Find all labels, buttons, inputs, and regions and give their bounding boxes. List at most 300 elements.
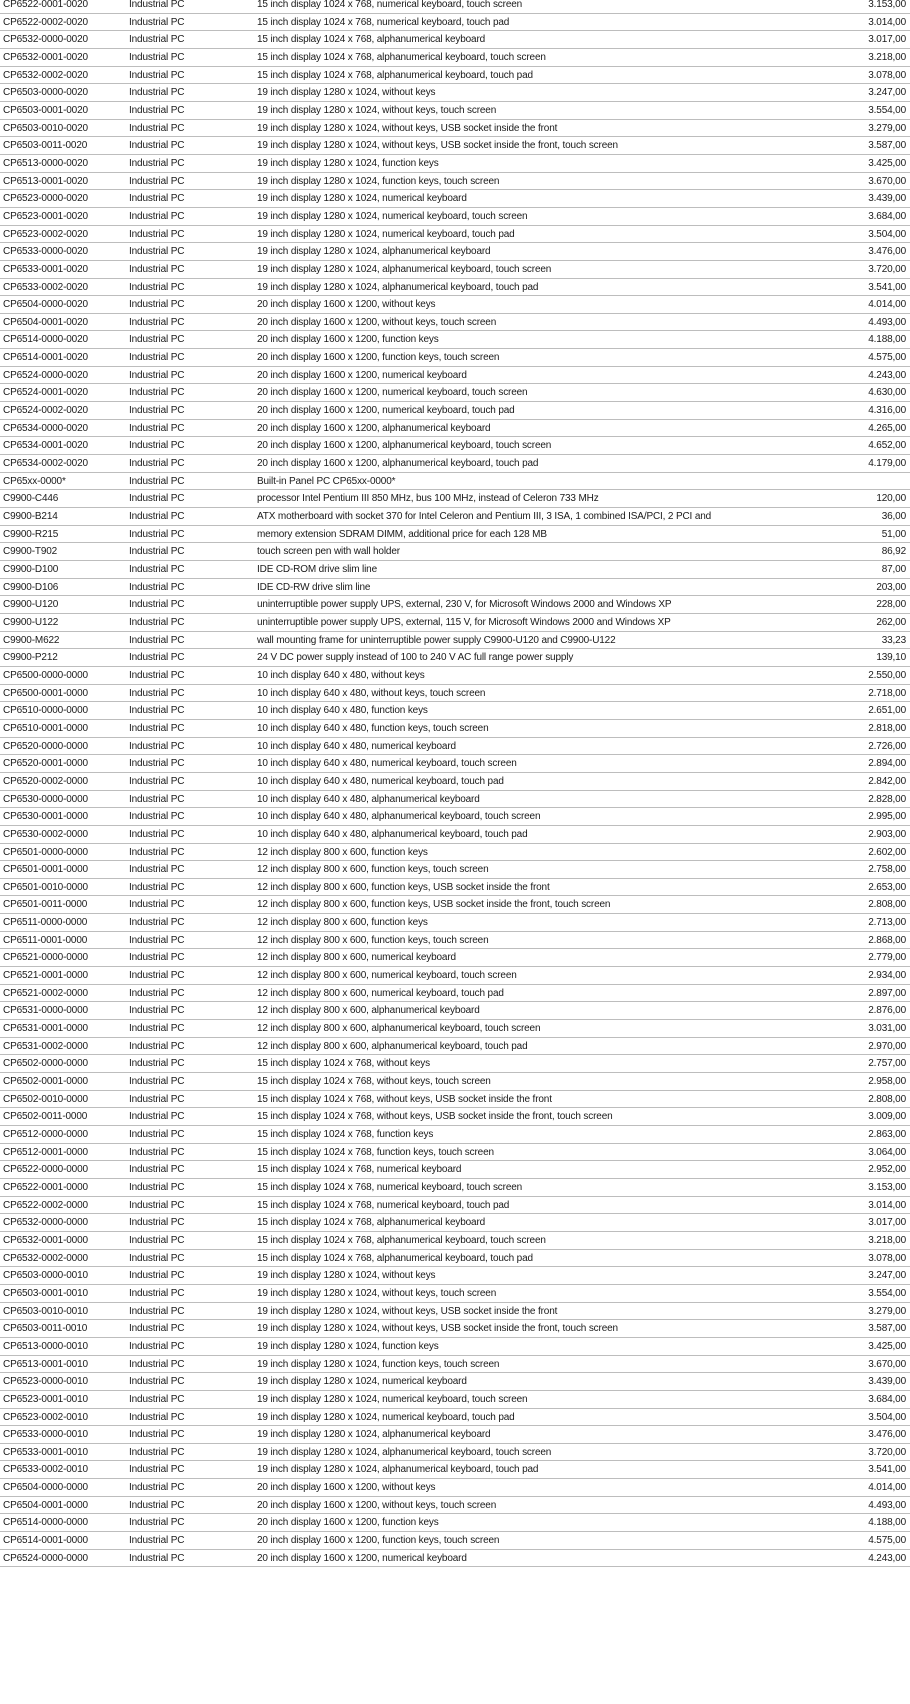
category-cell: Industrial PC: [129, 564, 185, 575]
category-cell: Industrial PC: [129, 846, 185, 858]
order-number-cell: CP6513-0000-0020: [3, 157, 88, 169]
category-cell: Industrial PC: [129, 1340, 185, 1352]
category-cell: Industrial PC: [129, 104, 185, 116]
category-cell: Industrial PC: [129, 16, 185, 28]
order-number-cell: CP6513-0001-0020: [3, 175, 88, 187]
price-cell: 2.894,00: [868, 758, 906, 770]
description-cell: 19 inch display 1280 x 1024, function keys, touch screen: [257, 1358, 500, 1370]
price-cell: 2.726,00: [868, 740, 906, 752]
description-cell: 10 inch display 640 x 480, function keys: [257, 705, 428, 717]
price-cell: 2.602,00: [868, 846, 906, 858]
table-row: [0, 755, 910, 773]
description-cell: 12 inch display 800 x 600, alphanumerical keyboard, touch screen: [257, 1023, 541, 1035]
price-cell: 4.316,00: [868, 405, 906, 417]
price-cell: 3.247,00: [868, 1270, 906, 1282]
price-cell: 4.652,00: [868, 440, 906, 452]
order-number-cell: CP6523-0002-0010: [3, 1411, 88, 1423]
category-cell: Industrial PC: [129, 864, 185, 876]
order-number-cell: CP6502-0011-0000: [3, 1111, 88, 1123]
price-cell: 2.897,00: [868, 987, 906, 999]
table-row: [0, 808, 910, 826]
description-cell: 12 inch display 800 x 600, alphanumerical keyboard: [257, 1005, 480, 1017]
order-number-cell: CP6530-0001-0000: [3, 811, 88, 823]
price-cell: 3.017,00: [868, 34, 906, 46]
order-number-cell: CP6503-0010-0020: [3, 122, 88, 134]
table-row: [0, 1320, 910, 1338]
table-row: [0, 473, 910, 491]
table-row: [0, 526, 910, 544]
table-row: [0, 1020, 910, 1038]
order-number-cell: CP6523-0000-0020: [3, 193, 88, 205]
description-cell: 15 inch display 1024 x 768, without keys: [257, 1058, 430, 1070]
category-cell: Industrial PC: [129, 528, 185, 540]
description-cell: 15 inch display 1024 x 768, without keys, touch screen: [257, 1076, 491, 1088]
category-cell: Industrial PC: [129, 1517, 185, 1529]
description-cell: 19 inch display 1280 x 1024, numerical keyboard, touch pad: [257, 1411, 515, 1423]
table-row: [0, 1532, 910, 1550]
description-cell: 20 inch display 1600 x 1200, without keys: [257, 1482, 436, 1494]
price-cell: 2.779,00: [868, 952, 906, 964]
table-row: [0, 914, 910, 932]
price-cell: 36,00: [881, 511, 906, 523]
description-cell: 20 inch display 1600 x 1200, without keys, touch screen: [257, 316, 497, 328]
price-cell: 3.014,00: [868, 1199, 906, 1211]
price-cell: 4.243,00: [868, 1552, 906, 1564]
order-number-cell: CP6533-0001-0010: [3, 1446, 88, 1458]
description-cell: 12 inch display 800 x 600, alphanumerical keyboard, touch pad: [257, 1040, 528, 1052]
description-cell: 20 inch display 1600 x 1200, without keys: [257, 299, 436, 311]
order-number-cell: C9900-M622: [3, 634, 60, 646]
table-row: [0, 208, 910, 226]
order-number-cell: CP6503-0001-0020: [3, 104, 88, 116]
category-cell: Industrial PC: [129, 1199, 185, 1211]
order-number-cell: C9900-P212: [3, 652, 58, 664]
price-cell: 3.504,00: [868, 228, 906, 240]
description-cell: 10 inch display 640 x 480, numerical keyboard: [257, 740, 456, 752]
category-cell: Industrial PC: [129, 581, 185, 593]
order-number-cell: CP6522-0002-0000: [3, 1199, 88, 1211]
category-cell: Industrial PC: [129, 1217, 185, 1229]
table-row: [0, 720, 910, 738]
order-number-cell: CP6532-0000-0020: [3, 34, 88, 46]
table-row: [0, 1144, 910, 1162]
description-cell: 20 inch display 1600 x 1200, numerical keyboard, touch screen: [257, 387, 528, 399]
table-row: [0, 1497, 910, 1515]
category-cell: Industrial PC: [129, 881, 185, 893]
order-number-cell: CP6514-0001-0020: [3, 352, 88, 364]
order-number-cell: CP6512-0001-0000: [3, 1146, 88, 1158]
price-cell: 3.014,00: [868, 16, 906, 28]
description-cell: 20 inch display 1600 x 1200, function keys: [257, 334, 439, 346]
table-row: [0, 261, 910, 279]
price-cell: 3.439,00: [868, 1376, 906, 1388]
description-cell: ATX motherboard with socket 370 for Intel Celeron and Pentium III, 3 ISA, 1 combined ISA/PCI, 2 PCI and: [257, 511, 712, 523]
description-cell: 19 inch display 1280 x 1024, without keys, touch screen: [257, 104, 497, 116]
description-cell: 20 inch display 1600 x 1200, alphanumerical keyboard: [257, 422, 491, 434]
description-cell: touch screen pen with wall holder: [257, 546, 400, 558]
category-cell: Industrial PC: [129, 1376, 185, 1388]
price-cell: 3.504,00: [868, 1411, 906, 1423]
category-cell: Industrial PC: [129, 1323, 185, 1335]
category-cell: Industrial PC: [129, 987, 185, 999]
price-cell: 2.651,00: [868, 705, 906, 717]
table-row: [0, 1479, 910, 1497]
price-cell: 4.014,00: [868, 299, 906, 311]
description-cell: 10 inch display 640 x 480, without keys, touch screen: [257, 687, 486, 699]
table-row: [0, 1409, 910, 1427]
description-cell: IDE CD-ROM drive slim line: [257, 564, 378, 575]
table-row: [0, 367, 910, 385]
category-cell: Industrial PC: [129, 793, 185, 805]
order-number-cell: CP6534-0002-0020: [3, 458, 88, 470]
order-number-cell: CP6503-0000-0020: [3, 87, 88, 99]
category-cell: Industrial PC: [129, 263, 185, 275]
category-cell: Industrial PC: [129, 51, 185, 63]
description-cell: 12 inch display 800 x 600, numerical keyboard: [257, 952, 456, 964]
order-number-cell: CP6501-0000-0000: [3, 846, 88, 858]
category-cell: Industrial PC: [129, 970, 185, 982]
category-cell: Industrial PC: [129, 475, 185, 487]
order-number-cell: CP6532-0002-0000: [3, 1252, 88, 1264]
table-row: [0, 1356, 910, 1374]
order-number-cell: C9900-T902: [3, 546, 58, 558]
category-cell: Industrial PC: [129, 705, 185, 717]
description-cell: 15 inch display 1024 x 768, numerical keyboard: [257, 1164, 462, 1176]
order-number-cell: CP6531-0002-0000: [3, 1040, 88, 1052]
description-cell: 19 inch display 1280 x 1024, alphanumerical keyboard, touch pad: [257, 281, 539, 293]
description-cell: 19 inch display 1280 x 1024, numerical keyboard, touch pad: [257, 228, 515, 240]
description-cell: 15 inch display 1024 x 768, numerical keyboard, touch pad: [257, 16, 510, 28]
description-cell: IDE CD-RW drive slim line: [257, 581, 371, 593]
table-row: [0, 190, 910, 208]
price-cell: 2.808,00: [868, 899, 906, 911]
description-cell: processor Intel Pentium III 850 MHz, bus 100 MHz, instead of Celeron 733 MHz: [257, 493, 599, 505]
description-cell: 19 inch display 1280 x 1024, alphanumerical keyboard, touch screen: [257, 1446, 552, 1458]
order-number-cell: CP6514-0000-0000: [3, 1517, 88, 1529]
description-cell: 20 inch display 1600 x 1200, numerical keyboard: [257, 1552, 467, 1564]
category-cell: Industrial PC: [129, 316, 185, 328]
category-cell: Industrial PC: [129, 917, 185, 929]
price-cell: 3.425,00: [868, 157, 906, 169]
table-row: [0, 861, 910, 879]
order-number-cell: CP6512-0000-0000: [3, 1129, 88, 1140]
price-cell: 4.493,00: [868, 1499, 906, 1511]
table-row: [0, 1373, 910, 1391]
price-cell: 2.758,00: [868, 864, 906, 876]
table-row: [0, 31, 910, 49]
table-row: [0, 1126, 910, 1144]
table-row: [0, 649, 910, 667]
category-cell: Industrial PC: [129, 616, 185, 628]
description-cell: 19 inch display 1280 x 1024, function keys: [257, 157, 439, 169]
order-number-cell: CP6521-0001-0000: [3, 970, 88, 982]
table-row: [0, 1038, 910, 1056]
category-cell: Industrial PC: [129, 281, 185, 293]
table-row: [0, 844, 910, 862]
category-cell: Industrial PC: [129, 1393, 185, 1405]
category-cell: Industrial PC: [129, 740, 185, 752]
description-cell: 15 inch display 1024 x 768, numerical keyboard, touch pad: [257, 1199, 510, 1211]
price-cell: 3.218,00: [868, 1234, 906, 1246]
description-cell: 20 inch display 1600 x 1200, function keys: [257, 1517, 439, 1529]
table-row: [0, 67, 910, 85]
description-cell: 19 inch display 1280 x 1024, without keys, USB socket inside the front: [257, 1305, 558, 1317]
price-cell: 3.587,00: [868, 140, 906, 152]
category-cell: Industrial PC: [129, 387, 185, 399]
category-cell: Industrial PC: [129, 1270, 185, 1282]
order-number-cell: CP6531-0000-0000: [3, 1005, 88, 1017]
description-cell: 24 V DC power supply instead of 100 to 240 V AC full range power supply: [257, 652, 574, 664]
price-cell: 2.970,00: [868, 1040, 906, 1052]
category-cell: Industrial PC: [129, 1411, 185, 1423]
price-cell: 2.808,00: [868, 1093, 906, 1105]
order-number-cell: CP6532-0001-0020: [3, 51, 88, 63]
order-number-cell: C9900-C446: [3, 493, 59, 505]
description-cell: 19 inch display 1280 x 1024, function keys: [257, 1340, 439, 1352]
category-cell: Industrial PC: [129, 1164, 185, 1176]
description-cell: 15 inch display 1024 x 768, alphanumerical keyboard: [257, 34, 486, 46]
category-cell: Industrial PC: [129, 1093, 185, 1105]
category-cell: Industrial PC: [129, 405, 185, 417]
price-cell: 4.630,00: [868, 387, 906, 399]
price-cell: 4.188,00: [868, 1517, 906, 1529]
price-cell: 3.476,00: [868, 246, 906, 258]
order-number-cell: CP6504-0000-0020: [3, 299, 88, 311]
table-row: [0, 155, 910, 173]
description-cell: 19 inch display 1280 x 1024, alphanumerical keyboard: [257, 246, 491, 258]
category-cell: Industrial PC: [129, 511, 185, 523]
table-row: [0, 632, 910, 650]
description-cell: 20 inch display 1600 x 1200, alphanumerical keyboard, touch pad: [257, 458, 539, 470]
description-cell: 20 inch display 1600 x 1200, without keys, touch screen: [257, 1499, 497, 1511]
order-number-cell: CP6501-0001-0000: [3, 864, 88, 876]
price-cell: 3.587,00: [868, 1323, 906, 1335]
order-number-cell: CP6530-0002-0000: [3, 828, 88, 840]
price-cell: 3.064,00: [868, 1146, 906, 1158]
order-number-cell: CP6504-0000-0000: [3, 1482, 88, 1494]
order-number-cell: CP6534-0000-0020: [3, 422, 88, 434]
order-number-cell: CP65xx-0000*: [3, 475, 66, 487]
price-cell: 3.247,00: [868, 87, 906, 99]
order-number-cell: CP6503-0011-0020: [3, 140, 88, 152]
price-cell: 3.153,00: [868, 1181, 906, 1193]
order-number-cell: CP6501-0011-0000: [3, 899, 88, 911]
description-cell: 12 inch display 800 x 600, function keys, touch screen: [257, 864, 489, 876]
category-cell: Industrial PC: [129, 1040, 185, 1052]
order-number-cell: CP6533-0001-0020: [3, 263, 88, 275]
table-row: [0, 1461, 910, 1479]
table-row: [0, 702, 910, 720]
order-number-cell: CP6513-0000-0010: [3, 1340, 88, 1352]
table-row: [0, 1444, 910, 1462]
category-cell: Industrial PC: [129, 210, 185, 222]
description-cell: 15 inch display 1024 x 768, alphanumerical keyboard, touch pad: [257, 69, 533, 81]
description-cell: uninterruptible power supply UPS, external, 230 V, for Microsoft Windows 2000 and Windows XP: [257, 599, 672, 611]
price-cell: 2.863,00: [868, 1129, 906, 1140]
category-cell: Industrial PC: [129, 1287, 185, 1299]
description-cell: 19 inch display 1280 x 1024, without keys, USB socket inside the front: [257, 122, 558, 134]
price-cell: 120,00: [876, 493, 906, 505]
table-row: [0, 1250, 910, 1268]
table-row: [0, 1002, 910, 1020]
description-cell: 10 inch display 640 x 480, alphanumerical keyboard: [257, 793, 480, 805]
category-cell: Industrial PC: [129, 1005, 185, 1017]
description-cell: 15 inch display 1024 x 768, without keys, USB socket inside the front, touch screen: [257, 1111, 613, 1123]
price-cell: 2.903,00: [868, 828, 906, 840]
order-number-cell: CP6523-0000-0010: [3, 1376, 88, 1388]
order-number-cell: CP6533-0002-0010: [3, 1464, 88, 1476]
category-cell: Industrial PC: [129, 493, 185, 505]
price-cell: 87,00: [881, 564, 906, 575]
category-cell: Industrial PC: [129, 1535, 185, 1547]
price-cell: 2.718,00: [868, 687, 906, 699]
description-cell: memory extension SDRAM DIMM, additional price for each 128 MB: [257, 528, 547, 540]
description-cell: 19 inch display 1280 x 1024, without keys, USB socket inside the front, touch screen: [257, 140, 618, 152]
category-cell: Industrial PC: [129, 634, 185, 646]
order-number-cell: CP6534-0001-0020: [3, 440, 88, 452]
category-cell: Industrial PC: [129, 1429, 185, 1441]
table-row: [0, 773, 910, 791]
price-cell: 3.720,00: [868, 263, 906, 275]
order-number-cell: C9900-D106: [3, 581, 59, 593]
table-row: [0, 826, 910, 844]
price-cell: 86,92: [881, 546, 906, 558]
description-cell: 12 inch display 800 x 600, function keys: [257, 917, 428, 929]
order-number-cell: CP6500-0000-0000: [3, 669, 88, 681]
order-number-cell: CP6504-0001-0000: [3, 1499, 88, 1511]
category-cell: Industrial PC: [129, 758, 185, 770]
table-row: [0, 490, 910, 508]
price-cell: 4.179,00: [868, 458, 906, 470]
order-number-cell: CP6521-0002-0000: [3, 987, 88, 999]
order-number-cell: CP6511-0000-0000: [3, 917, 88, 929]
category-cell: Industrial PC: [129, 0, 185, 10]
category-cell: Industrial PC: [129, 652, 185, 664]
table-row: [0, 879, 910, 897]
price-cell: 33,23: [881, 634, 906, 646]
order-number-cell: CP6500-0001-0000: [3, 687, 88, 699]
price-cell: 2.550,00: [868, 669, 906, 681]
category-cell: Industrial PC: [129, 69, 185, 81]
description-cell: 15 inch display 1024 x 768, alphanumerical keyboard, touch screen: [257, 1234, 546, 1246]
order-number-cell: CP6524-0000-0020: [3, 369, 88, 381]
price-cell: 3.476,00: [868, 1429, 906, 1441]
price-cell: 2.828,00: [868, 793, 906, 805]
table-row: [0, 1091, 910, 1109]
price-cell: 4.493,00: [868, 316, 906, 328]
price-cell: 3.554,00: [868, 1287, 906, 1299]
order-number-cell: CP6524-0001-0020: [3, 387, 88, 399]
category-cell: Industrial PC: [129, 458, 185, 470]
category-cell: Industrial PC: [129, 334, 185, 346]
table-row: [0, 791, 910, 809]
category-cell: Industrial PC: [129, 193, 185, 205]
table-row: [0, 1161, 910, 1179]
category-cell: Industrial PC: [129, 1023, 185, 1035]
description-cell: 19 inch display 1280 x 1024, without keys: [257, 1270, 436, 1282]
price-cell: 4.575,00: [868, 1535, 906, 1547]
price-cell: 4.014,00: [868, 1482, 906, 1494]
price-cell: 2.713,00: [868, 917, 906, 929]
order-number-cell: C9900-B214: [3, 511, 58, 523]
description-cell: 12 inch display 800 x 600, numerical keyboard, touch pad: [257, 987, 504, 999]
category-cell: Industrial PC: [129, 828, 185, 840]
order-number-cell: CP6503-0010-0010: [3, 1305, 88, 1317]
description-cell: 10 inch display 640 x 480, without keys: [257, 669, 425, 681]
order-number-cell: CP6513-0001-0010: [3, 1358, 88, 1370]
table-row: [0, 985, 910, 1003]
description-cell: 19 inch display 1280 x 1024, without keys, touch screen: [257, 1287, 497, 1299]
description-cell: 15 inch display 1024 x 768, numerical keyboard, touch screen: [257, 1181, 523, 1193]
order-number-cell: CP6533-0000-0010: [3, 1429, 88, 1441]
price-cell: 4.265,00: [868, 422, 906, 434]
price-cell: 2.876,00: [868, 1005, 906, 1017]
table-row: [0, 279, 910, 297]
table-row: [0, 1214, 910, 1232]
description-cell: 12 inch display 800 x 600, function keys, USB socket inside the front: [257, 881, 550, 893]
description-cell: 19 inch display 1280 x 1024, alphanumerical keyboard: [257, 1429, 491, 1441]
order-number-cell: C9900-R215: [3, 528, 59, 540]
price-cell: 3.439,00: [868, 193, 906, 205]
table-row: [0, 685, 910, 703]
table-row: [0, 84, 910, 102]
price-cell: 3.279,00: [868, 122, 906, 134]
order-number-cell: C9900-U122: [3, 616, 59, 628]
order-number-cell: CP6514-0000-0020: [3, 334, 88, 346]
category-cell: Industrial PC: [129, 228, 185, 240]
order-number-cell: CP6520-0000-0000: [3, 740, 88, 752]
order-number-cell: CP6530-0000-0000: [3, 793, 88, 805]
table-row: [0, 561, 910, 579]
order-number-cell: CP6523-0001-0020: [3, 210, 88, 222]
description-cell: 15 inch display 1024 x 768, numerical keyboard, touch screen: [257, 0, 523, 10]
table-row: [0, 896, 910, 914]
description-cell: 20 inch display 1600 x 1200, numerical keyboard, touch pad: [257, 405, 515, 417]
table-row: [0, 120, 910, 138]
order-number-cell: CP6521-0000-0000: [3, 952, 88, 964]
category-cell: Industrial PC: [129, 246, 185, 258]
description-cell: 19 inch display 1280 x 1024, without keys: [257, 87, 436, 99]
order-number-cell: CP6520-0002-0000: [3, 775, 88, 787]
description-cell: 15 inch display 1024 x 768, alphanumerical keyboard, touch screen: [257, 51, 546, 63]
table-row: [0, 1285, 910, 1303]
price-cell: 3.670,00: [868, 1358, 906, 1370]
category-cell: Industrial PC: [129, 811, 185, 823]
price-cell: 2.757,00: [868, 1058, 906, 1070]
price-cell: 3.218,00: [868, 51, 906, 63]
table-row: [0, 296, 910, 314]
table-row: [0, 614, 910, 632]
price-cell: 228,00: [876, 599, 906, 611]
price-cell: 2.868,00: [868, 934, 906, 946]
category-cell: Industrial PC: [129, 34, 185, 46]
description-cell: wall mounting frame for uninterruptible power supply C9900-U120 and C9900-U122: [257, 634, 616, 646]
table-row: [0, 226, 910, 244]
description-cell: 10 inch display 640 x 480, numerical keyboard, touch pad: [257, 775, 504, 787]
description-cell: 19 inch display 1280 x 1024, without keys, USB socket inside the front, touch screen: [257, 1323, 618, 1335]
description-cell: 19 inch display 1280 x 1024, alphanumerical keyboard, touch screen: [257, 263, 552, 275]
order-number-cell: CP6503-0001-0010: [3, 1287, 88, 1299]
category-cell: Industrial PC: [129, 669, 185, 681]
description-cell: uninterruptible power supply UPS, external, 115 V, for Microsoft Windows 2000 and Windows XP: [257, 616, 671, 628]
description-cell: 10 inch display 640 x 480, alphanumerical keyboard, touch screen: [257, 811, 541, 823]
table-row: [0, 1391, 910, 1409]
table-row: [0, 437, 910, 455]
description-cell: 15 inch display 1024 x 768, alphanumerical keyboard: [257, 1217, 486, 1229]
category-cell: Industrial PC: [129, 1111, 185, 1123]
description-cell: 12 inch display 800 x 600, numerical keyboard, touch screen: [257, 970, 517, 982]
price-cell: 3.031,00: [868, 1023, 906, 1035]
